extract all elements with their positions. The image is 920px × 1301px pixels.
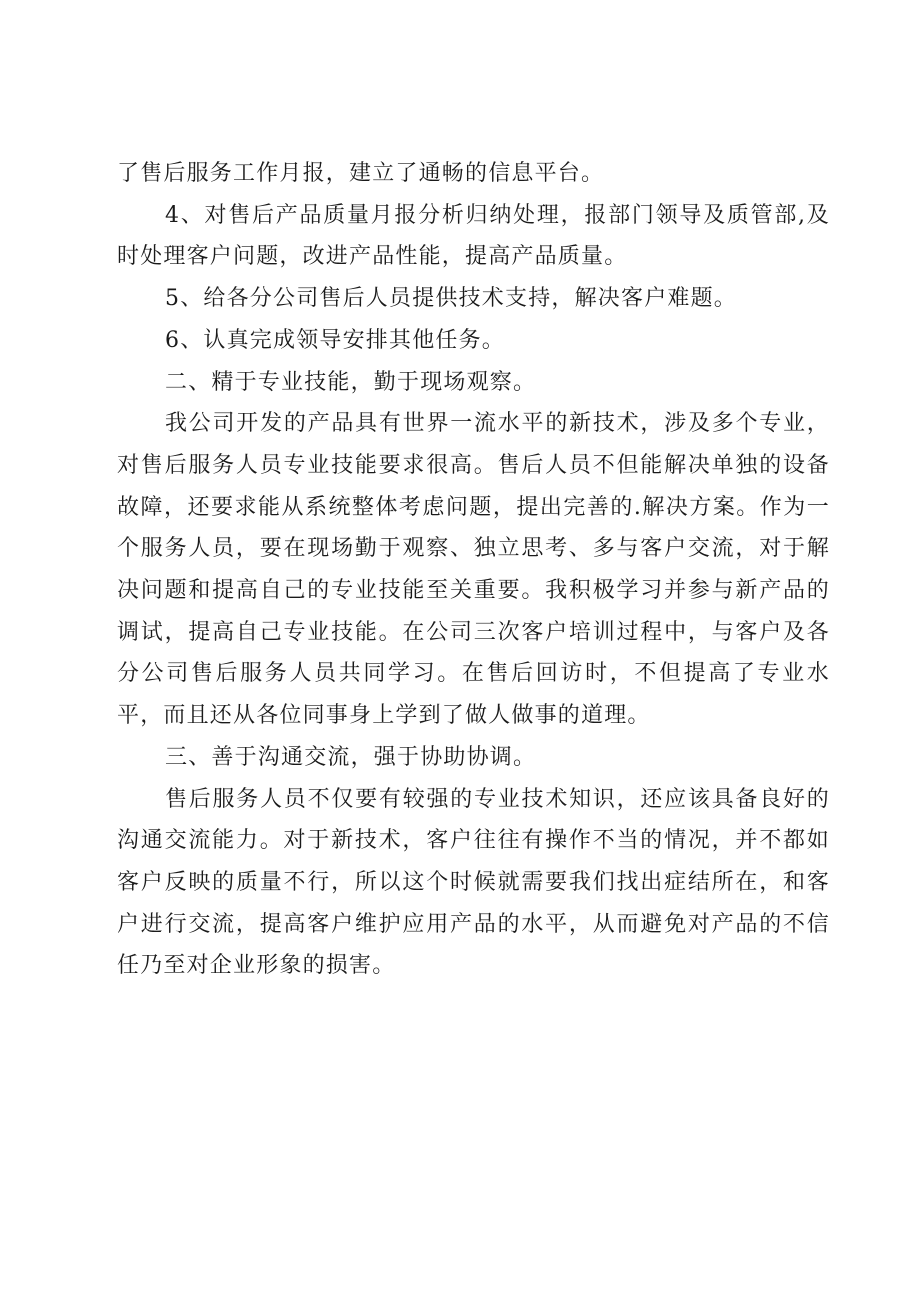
- section-heading-3: 三、善于沟通交流，强于协助协调。: [165, 744, 537, 770]
- body-text: [117, 153, 830, 987]
- paragraph-section-2-body: 我公司开发的产品具有世界一流水平的新技术，涉及多个专业，对售后服务人员专业技能要求很高。售后人员不但能解决单独的设备故障，还要求能从系统整体考虑问题，提出完善的.解决方案。作为一个服务人员，要在现场勤于观察、独立思考、多与客户交流，对于解决问题和提高自己的专业技能至关重要。我积极学习并参与新产品的调试，提高自己专业技能。在公司三次客户培训过程中，与客户及各分公司售后服务人员共同学习。在售后回访时，不但提高了专业水平，而且还从各位同事身上学到了做人做事的道理。: [117, 411, 830, 729]
- section-heading-2: 二、精于专业技能，勤于现场观察。: [165, 369, 537, 395]
- paragraph-item-4: 4、对售后产品质量月报分析归纳处理，报部门领导及质管部,及时处理客户问题，改进产品性能，提高产品质量。: [117, 202, 830, 270]
- paragraph-item-5: 5、给各分公司售后人员提供技术支持，解决客户难题。: [165, 286, 737, 312]
- paragraph-section-3-body: 售后服务人员不仅要有较强的专业技术知识，还应该具备良好的沟通交流能力。对于新技术，客户往往有操作不当的情况，并不都如客户反映的质量不行，所以这个时候就需要我们找出症结所在，和客户进行交流，提高客户维护应用产品的水平，从而避免对产品的不信任乃至对企业形象的损害。: [117, 786, 830, 979]
- paragraph-continuation: 了售后服务工作月报，建立了通畅的信息平台。: [117, 161, 605, 186]
- paragraph-item-6: 6、认真完成领导安排其他任务。: [165, 327, 505, 353]
